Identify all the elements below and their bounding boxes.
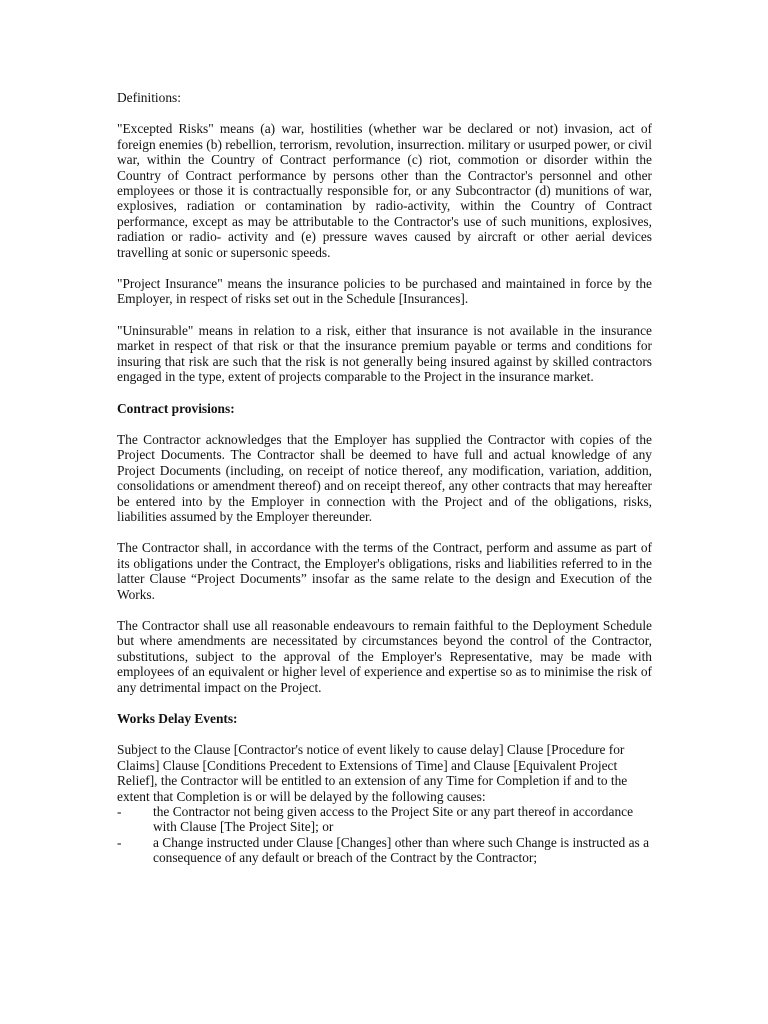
list-item-text: the Contractor not being given access to the Project Site or any part thereof in accordance with Clause [The Project Site]; or bbox=[153, 804, 634, 835]
contract-paragraph-deployment: The Contractor shall use all reasonable endeavours to remain faithful to the Deployment Schedule but where amendments are necessitated by circumstances beyond the control of the Contractor, substitutions, subject to the approval of the Employer's Representative, may be made with employees of an equivalent or higher level of experience and expertise so as to minimise the risk of any detrimental impact on the Project. bbox=[117, 617, 652, 695]
list-item-text: a Change instructed under Clause [Changes] other than where such Change is instructed as a consequence of any default or breach of the Contract by the Contractor; bbox=[153, 834, 650, 866]
list-item bbox=[117, 835, 652, 866]
list-item bbox=[117, 804, 652, 835]
contract-paragraph-obligations: The Contractor shall, in accordance with the terms of the Contract, perform and assume as part of its obligations under the Contract, the Employer's obligations, risks and liabilities referred to in the latter Clause “Project Documents” insofar as the same relate to the design and Execution of the Works. bbox=[117, 540, 652, 602]
definition-project-insurance: "Project Insurance" means the insurance policies to be purchased and maintained in force by the Employer, in respect of risks set out in the Schedule [Insurances]. bbox=[117, 276, 652, 307]
delay-causes-list bbox=[117, 804, 652, 866]
contract-provisions-heading: Contract provisions: bbox=[117, 400, 235, 416]
delay-intro-paragraph: Subject to the Clause [Contractor's notice of event likely to cause delay] Clause [Procedure for Claims] Clause [Conditions Precedent to Extensions of Time] and Clause [Equivalent Project Relief], the Contractor will be entitled to an extension of any Time for Completion if and to the extent that Completion is or will be delayed by the following causes: bbox=[117, 742, 628, 804]
definition-excepted-risks: "Excepted Risks" means (a) war, hostilities (whether war be declared or not) invasion, act of foreign enemies (b) rebellion, terrorism, revolution, insurrection. military or usurped power, or civil war, within the Country of Contract performance (c) riot, commotion or disorder within the Country of Contract performance by persons other than the Contractor's personnel and other employees or those it is contractually responsible for, or any Subcontractor (d) munitions of war, explosives, radiation or contamination by radio-activity, within the Country of Contract performance, except as may be attributable to the Contractor's use of such munitions, explosives, radiation or radio- activity and (e) pressure waves caused by aircraft or other aerial devices travelling at sonic or supersonic speeds. bbox=[117, 121, 652, 260]
contract-paragraph-project-documents: The Contractor acknowledges that the Employer has supplied the Contractor with copies of the Project Documents. The Contractor shall be deemed to have full and actual knowledge of any Project Documents (including, on receipt of notice thereof, any modification, variation, addition, consolidations or amendment thereof) and on receipt thereof, any other contracts that may hereafter be entered into by the Employer in connection with the Project and of the obligations, risks, liabilities assumed by the Employer thereunder. bbox=[117, 431, 652, 524]
list-dash: - bbox=[117, 804, 122, 820]
definition-uninsurable: "Uninsurable" means in relation to a risk, either that insurance is not available in the insurance market in respect of that risk or that the insurance premium payable or terms and conditions for insuring that risk are such that the risk is not generally being insured against by skilled contractors engaged in the type, extent of projects comparable to the Project in the insurance market. bbox=[117, 322, 652, 385]
works-delay-events-heading: Works Delay Events: bbox=[117, 711, 238, 726]
definitions-heading: Definitions: bbox=[117, 90, 181, 105]
document-page bbox=[117, 90, 652, 866]
list-dash: - bbox=[117, 834, 122, 850]
